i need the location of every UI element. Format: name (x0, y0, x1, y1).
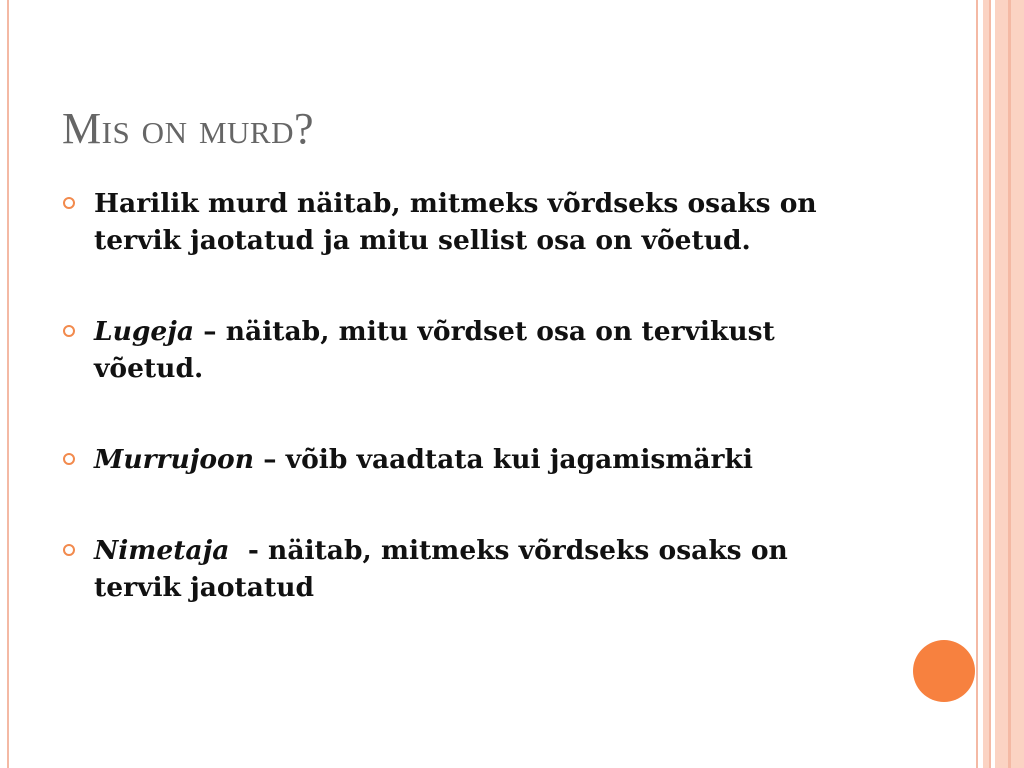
bullet-term: Nimetaja (94, 535, 230, 566)
right-stripe (1011, 0, 1024, 768)
orange-circle-decoration (913, 640, 975, 702)
right-stripe (976, 0, 978, 768)
ring-bullet-icon (63, 325, 75, 337)
bullet-text: – näitab, mitu võrdset osa on tervikust võetud. (94, 316, 775, 384)
slide-title: Mis on murd? (62, 104, 315, 153)
bullet-text: Harilik murd näitab, mitmeks võrdseks osaks on tervik jaotatud ja mitu sellist osa on võetud. (94, 188, 817, 256)
ring-bullet-icon (63, 197, 75, 209)
bullet-text: - näitab, mitmeks võrdseks osaks on tervik jaotatud (94, 535, 797, 603)
bullet-text: – võib vaadtata kui jagamismärki (254, 444, 753, 475)
bullet-term: Lugeja (94, 316, 195, 347)
left-border-line (7, 0, 9, 768)
bullet-list (62, 185, 882, 660)
ring-bullet-icon (63, 544, 75, 556)
bullet-item (62, 313, 882, 387)
bullet-item (62, 185, 882, 259)
bullet-item (62, 532, 882, 606)
right-stripe (995, 0, 1008, 768)
right-stripe (989, 0, 991, 768)
bullet-item (62, 441, 882, 478)
ring-bullet-icon (63, 453, 75, 465)
bullet-term: Murrujoon (94, 444, 254, 475)
